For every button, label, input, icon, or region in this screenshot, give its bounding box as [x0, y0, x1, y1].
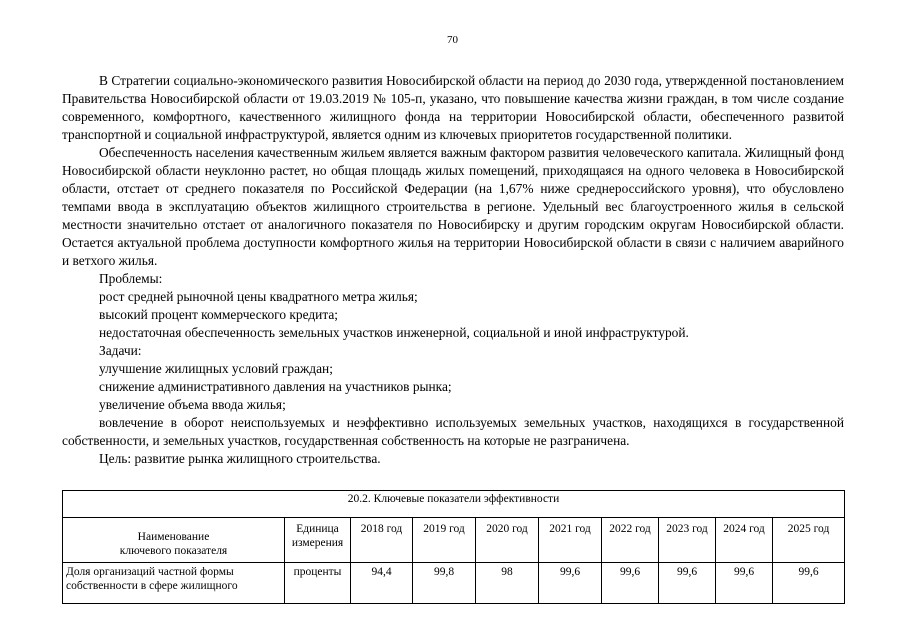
- indicator-value: 99,6: [716, 563, 773, 604]
- indicator-unit: проценты: [285, 563, 351, 604]
- column-header-year: 2018 год: [351, 518, 413, 563]
- column-header-unit-line2: измерения: [291, 537, 344, 549]
- column-header-name-line1: Наименование: [137, 531, 210, 543]
- tasks-heading: Задачи:: [99, 343, 142, 358]
- column-header-year: 2023 год: [659, 518, 716, 563]
- column-header-year: 2024 год: [716, 518, 773, 563]
- paragraph-strategy: В Стратегии социально-экономического развития Новосибирской области на период до 2030 года, утвержденной постановлением Правительства Новосибирской области от 19.03.2019 № 105-п, указано, что повышение качества жизни граждан, в том числе создание современного, комфортного, качественного жилищного фонда на территории Новосибирской области, обеспеченного развитой транспортной и социальной инфраструктурой, является одним из ключевых приоритетов государственной политики.: [62, 73, 844, 142]
- indicator-value: 99,6: [773, 563, 845, 604]
- column-header-name: [63, 518, 285, 563]
- column-header-unit-line1: Единица: [296, 523, 339, 535]
- indicator-name-line1: Доля организаций частной формы: [66, 566, 234, 578]
- indicator-value: 94,4: [351, 563, 413, 604]
- table-caption: 20.2. Ключевые показатели эффективности: [63, 491, 845, 518]
- indicator-value: 99,6: [539, 563, 602, 604]
- problems-heading: Проблемы:: [99, 271, 163, 286]
- column-header-year: 2022 год: [602, 518, 659, 563]
- kpi-table: [62, 490, 845, 604]
- task-item: увеличение объема ввода жилья;: [99, 397, 286, 412]
- indicator-value: 98: [476, 563, 539, 604]
- task-item: вовлечение в оборот неиспользуемых и неэффективно используемых земельных участков, находящихся в государственной собственности, и земельных участков, государственная собственность на которые не разграничена.: [62, 415, 844, 448]
- indicator-name: [63, 563, 285, 604]
- task-item: улучшение жилищных условий граждан;: [99, 361, 333, 376]
- column-header-year: 2020 год: [476, 518, 539, 563]
- table-row: [63, 563, 845, 604]
- page-number: 70: [447, 34, 458, 46]
- goal-statement: Цель: развитие рынка жилищного строительства.: [99, 451, 381, 466]
- indicator-value: 99,8: [413, 563, 476, 604]
- problem-item: рост средней рыночной цены квадратного метра жилья;: [99, 289, 418, 304]
- column-header-unit: [285, 518, 351, 563]
- indicator-name-line2: собственности в сфере жилищного: [66, 580, 238, 592]
- problem-item: недостаточная обеспеченность земельных участков инженерной, социальной и иной инфраструктурой.: [99, 325, 689, 340]
- indicator-value: 99,6: [659, 563, 716, 604]
- indicator-value: 99,6: [602, 563, 659, 604]
- problem-item: высокий процент коммерческого кредита;: [99, 307, 338, 322]
- column-header-year: 2019 год: [413, 518, 476, 563]
- document-body: [62, 72, 844, 468]
- column-header-year: 2025 год: [773, 518, 845, 563]
- paragraph-housing: Обеспеченность населения качественным жильем является важным фактором развития человеческого капитала. Жилищный фонд Новосибирской области неуклонно растет, но общая площадь жилых помещений, приходящаяся на одного человека в Новосибирской области, отстает от среднего показателя по Российской Федерации (на 1,67% ниже среднероссийского уровня), что обусловлено темпами ввода в эксплуатацию объектов жилищного строительства в регионе. Удельный вес благоустроенного жилья в сельской местности значительно отстает от аналогичного показателя по Новосибирску и другим городским округам Новосибирской области. Остается актуальной проблема доступности комфортного жилья на территории Новосибирской области в связи с наличием аварийного и ветхого жилья.: [62, 145, 844, 268]
- task-item: снижение административного давления на участников рынка;: [99, 379, 452, 394]
- column-header-name-line2: ключевого показателя: [119, 545, 228, 557]
- column-header-year: 2021 год: [539, 518, 602, 563]
